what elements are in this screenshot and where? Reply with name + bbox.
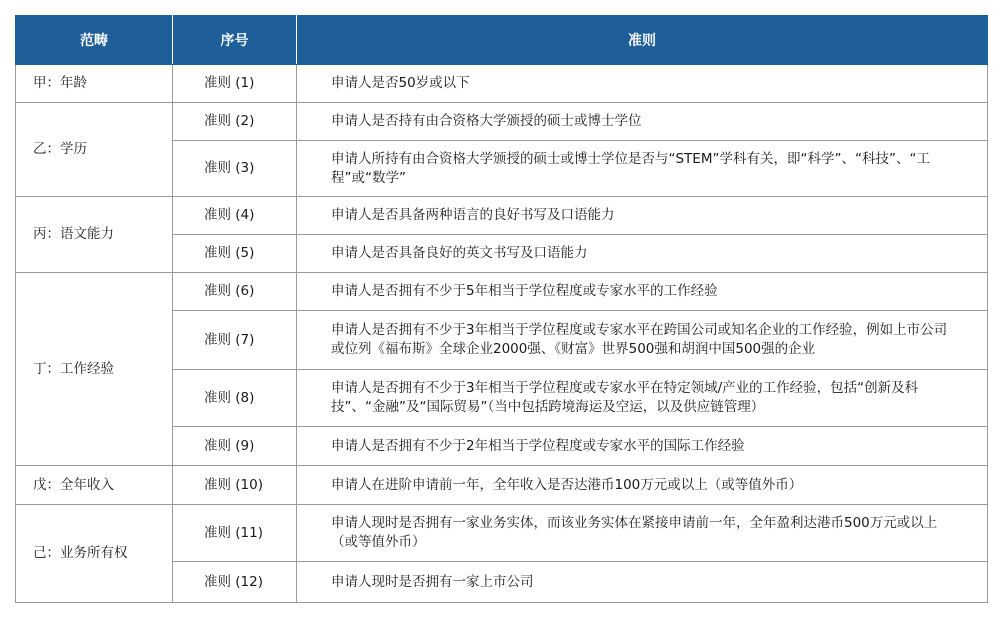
category-cell: 戊：全年收入	[16, 466, 173, 505]
criterion-text: 申请人是否50岁或以下	[297, 65, 988, 103]
table-row	[16, 466, 988, 505]
criterion-text: 申请人是否拥有不少于2年相当于学位程度或专家水平的国际工作经验	[297, 427, 988, 466]
criterion-text: 申请人是否拥有不少于3年相当于学位程度或专家水平在特定领域/产业的工作经验，包括“创新及科技”、“金融”及“国际贸易”（当中包括跨境海运及空运，以及供应链管理）	[297, 370, 988, 427]
criterion-text: 申请人是否拥有不少于3年相当于学位程度或专家水平在跨国公司或知名企业的工作经验，例如上市公司或位列《福布斯》全球企业2000强、《财富》世界500强和胡润中国500强的企业	[297, 311, 988, 370]
criterion-number: 准则 (9)	[173, 427, 297, 466]
criterion-text: 申请人现时是否拥有一家业务实体，而该业务实体在紧接申请前一年，全年盈利达港币500万元或以上（或等值外币）	[297, 505, 988, 562]
criterion-number: 准则 (1)	[173, 65, 297, 103]
criterion-text: 申请人是否具备良好的英文书写及口语能力	[297, 235, 988, 273]
criterion-number: 准则 (10)	[173, 466, 297, 505]
criterion-number: 准则 (6)	[173, 273, 297, 311]
header-category: 范畴	[16, 16, 173, 65]
table-row	[16, 273, 988, 311]
criteria-table	[15, 15, 988, 603]
category-cell: 丙：语文能力	[16, 197, 173, 273]
header-row	[16, 16, 988, 65]
criterion-text: 申请人现时是否拥有一家上市公司	[297, 562, 988, 603]
category-cell: 乙：学历	[16, 103, 173, 197]
header-number: 序号	[173, 16, 297, 65]
category-cell: 己：业务所有权	[16, 505, 173, 603]
table-row	[16, 103, 988, 141]
category-cell: 甲：年龄	[16, 65, 173, 103]
criterion-text: 申请人是否拥有不少于5年相当于学位程度或专家水平的工作经验	[297, 273, 988, 311]
criterion-number: 准则 (2)	[173, 103, 297, 141]
category-cell: 丁：工作经验	[16, 273, 173, 466]
criterion-text: 申请人是否持有由合资格大学颁授的硕士或博士学位	[297, 103, 988, 141]
criterion-number: 准则 (11)	[173, 505, 297, 562]
criterion-number: 准则 (12)	[173, 562, 297, 603]
criterion-number: 准则 (3)	[173, 141, 297, 197]
criterion-number: 准则 (5)	[173, 235, 297, 273]
criterion-number: 准则 (7)	[173, 311, 297, 370]
table-row	[16, 65, 988, 103]
criterion-text: 申请人所持有由合资格大学颁授的硕士或博士学位是否与“STEM”学科有关，即“科学”、“科技”、“工程”或“数学”	[297, 141, 988, 197]
criterion-number: 准则 (4)	[173, 197, 297, 235]
criterion-number: 准则 (8)	[173, 370, 297, 427]
table-row	[16, 505, 988, 562]
criteria-table-container	[15, 15, 987, 603]
header-criterion: 准则	[297, 16, 988, 65]
criterion-text: 申请人在进阶申请前一年，全年收入是否达港币100万元或以上（或等值外币）	[297, 466, 988, 505]
criterion-text: 申请人是否具备两种语言的良好书写及口语能力	[297, 197, 988, 235]
table-row	[16, 197, 988, 235]
